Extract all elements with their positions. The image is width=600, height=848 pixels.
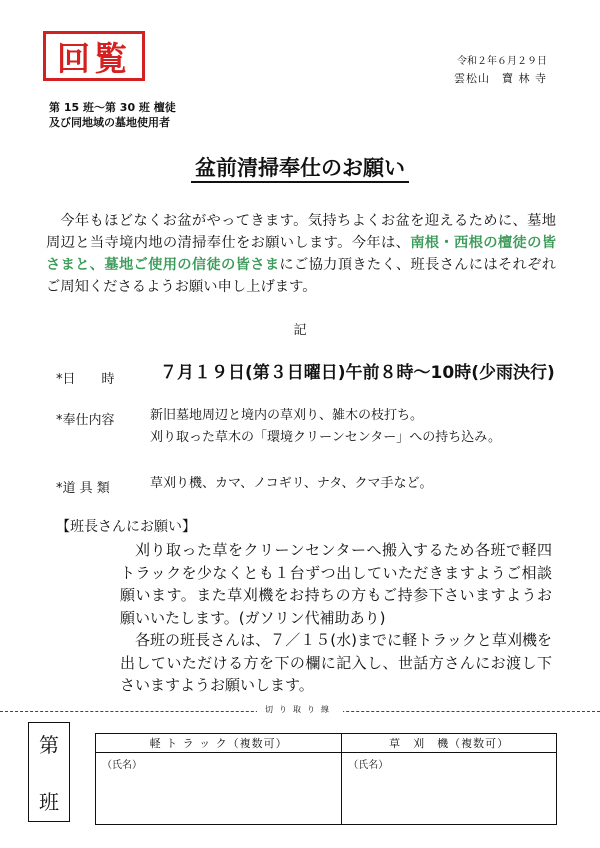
circulation-stamp: 回覧 [43,31,145,81]
cut-label: 切り取り線 [0,704,600,715]
ban-number-box [28,722,70,822]
ban-top-char: 第 [39,733,59,757]
recipient-block [49,100,176,130]
datetime-value: ７月１９日(第３日曜日)午前８時～10時(少雨決行) [160,363,555,383]
recipient-line-1: 第 15 班～第 30 班 檀徒 [49,101,176,114]
request-heading: 【班長さんにお願い】 [56,519,196,535]
volunteer-form-table [95,733,557,825]
tools-value: 草刈り機、カマ、ノコギリ、ナタ、クマ手など。 [150,476,433,491]
ban-bottom-char: 班 [39,790,59,814]
service-value [150,405,501,449]
request-para-2: 各班の班長さんは、７／１５(水)までに軽トラックと草刈機を出していただける方を下の欄に記入し、世話方さんにお渡し下さいますようお願いします。 [120,631,552,694]
intro-paragraph: 今年もほどなくお盆がやってきます。気持ちよくお盆を迎えるために、墓地周辺と当寺境内地の清掃奉仕をお願いします。今年は、南根・西根の檀徒の皆さまと、墓地ご使用の信徒の皆さまにご協力頂きたく、班長さんにはそれぞれご周知くださるようお願い申し上げます。 [46,213,557,295]
datetime-label: *日 時 [56,372,115,387]
request-para-1: 刈り取った草をクリーンセンターへ搬入するため各班で軽四トラックを少なくとも１台ずつ出していただきますようご相談願います。また草刈機をお持ちの方もご持参下さいますようお願いいたします。(ガソリン代補助あり) [120,541,552,627]
request-body [120,539,552,697]
truck-column-header: 軽 ト ラ ッ ク（複数可） [96,734,342,753]
service-line-1: 新旧墓地周辺と境内の草刈り、雑木の枝打ち。 [150,408,424,423]
recipient-line-2: 及び同地域の墓地使用者 [49,116,170,129]
mower-name-label: （氏名） [348,760,389,771]
mower-column-header: 草 刈 機（複数可） [342,734,557,753]
intro-highlight: 南根・西根の檀徒の皆さまと、墓地ご使用の信徒の皆さま [46,235,557,273]
truck-name-label: （氏名） [102,760,142,771]
issue-date: 令和２年６月２９日 [457,56,547,67]
temple-name: 雲松山 寶 林 寺 [454,72,547,85]
ki-marker: 記 [293,323,307,338]
truck-name-field[interactable] [96,753,342,825]
mower-name-field[interactable] [342,753,557,825]
service-label: *奉仕内容 [56,413,115,428]
page-title: 盆前清掃奉仕のお願い [0,152,600,182]
service-line-2: 刈り取った草木の「環境クリーンセンター」への持ち込み。 [150,430,502,445]
tools-label: *道 具 類 [56,481,110,496]
